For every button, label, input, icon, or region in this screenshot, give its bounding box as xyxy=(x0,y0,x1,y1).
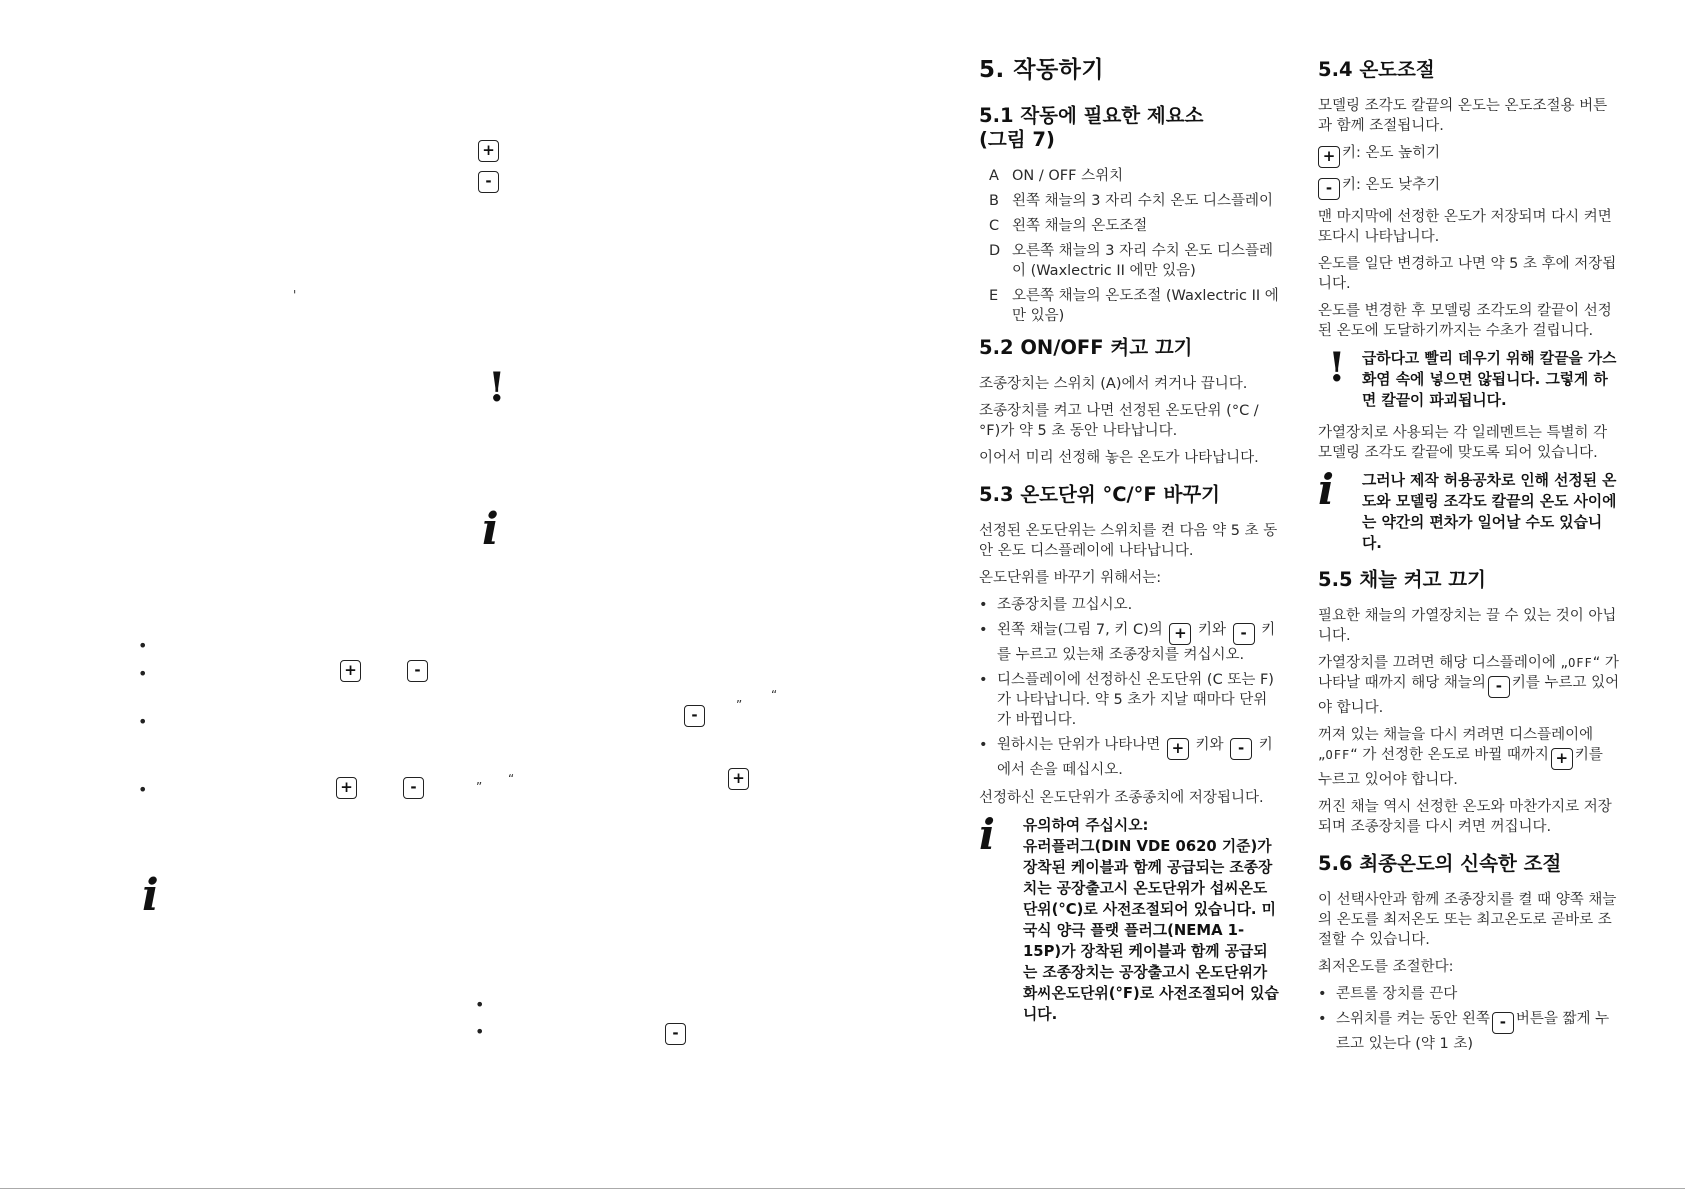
text-part: “ 가 선정한 온도로 바뀔 때까지 xyxy=(1350,747,1549,763)
paragraph: 가열장치로 사용되는 각 일레멘트는 특별히 각 모델링 조각도 칼끝에 맞도록 되어 있습니다. xyxy=(1318,425,1608,461)
bullet-list xyxy=(979,595,1279,780)
section-5-5-title: 5.5 채늘 켜고 끄기 xyxy=(1318,568,1486,591)
text-part: 키에서 손을 떼십시오. xyxy=(997,737,1273,778)
plus-key-icon: + xyxy=(336,777,357,799)
info-icon: i xyxy=(979,810,995,859)
section-5-4-title: 5.4 온도조절 xyxy=(1318,58,1435,81)
list-item xyxy=(979,216,1279,236)
paragraph: 최저온도를 조절한다: xyxy=(1318,959,1454,975)
warning-exclamation-icon: ! xyxy=(488,364,506,411)
item-text xyxy=(1336,1009,1620,1054)
info-icon: i xyxy=(1318,465,1334,514)
warning-exclamation-icon: ! xyxy=(1328,344,1346,391)
text-part: 가열장치를 끄려면 해당 디스플레이에 „ xyxy=(1318,655,1569,671)
bullet: • xyxy=(979,597,988,613)
off-display-text: OFF xyxy=(1325,748,1351,762)
note-text: 그러나 제작 허용공차로 인해 선정된 온도와 모델링 조각도 칼끝의 온도 사이에는 약간의 편차가 일어날 수도 있습니다. xyxy=(1362,472,1617,552)
item-text: 왼쪽 채늘의 온도조절 xyxy=(1012,218,1148,234)
item-letter: E xyxy=(989,288,999,304)
paragraph: 조종장치를 켜고 나면 선정된 온도단위 (°C / °F)가 약 5 초 동안 나타납니다. xyxy=(979,403,1259,439)
item-text: ON / OFF 스위치 xyxy=(1012,168,1124,184)
item-letter: A xyxy=(989,168,999,184)
item-letter: B xyxy=(989,193,999,209)
paragraph: 선정하신 온도단위가 조종종치에 저장됩니다. xyxy=(979,790,1264,806)
paragraph: 선정된 온도단위는 스위치를 켠 다음 약 5 초 동안 온도 디스플레이에 나타납니다. xyxy=(979,523,1278,559)
bullet: • xyxy=(138,636,148,655)
plus-key-icon: + xyxy=(1318,146,1340,168)
section-5-6-title: 5.6 최종온도의 신속한 조절 xyxy=(1318,852,1562,875)
tick-mark: ' xyxy=(293,288,297,302)
component-list xyxy=(979,166,1279,326)
paragraph: 조종장치는 스위치 (A)에서 켜거나 끕니다. xyxy=(979,376,1248,392)
list-item xyxy=(979,620,1279,665)
list-item xyxy=(1318,1009,1620,1054)
plus-key-icon: + xyxy=(728,768,749,790)
section-5-1-title: 5.1 작동에 필요한 제요소 (그림 7) xyxy=(979,104,1204,151)
right-page-column-2 xyxy=(1318,48,1620,1062)
plus-key-icon: + xyxy=(340,660,361,682)
minus-key-icon: - xyxy=(1492,1012,1514,1034)
list-item xyxy=(1318,984,1620,1004)
bullet: • xyxy=(475,1022,485,1041)
text-part: 스위치를 켜는 동안 왼쪽 xyxy=(1336,1011,1490,1027)
info-note xyxy=(1318,465,1620,554)
text-part: 키와 xyxy=(1197,622,1226,638)
item-letter: C xyxy=(989,218,1000,234)
minus-key-icon: - xyxy=(407,660,428,682)
list-item xyxy=(979,286,1279,326)
page-bottom-rule xyxy=(0,1188,1685,1189)
item-text: 왼쪽 채늘의 3 자리 수치 온도 디스플레이 xyxy=(1012,193,1273,209)
text-part: 키를 누르고 있어야 합니다. xyxy=(1318,747,1603,788)
text-part: 키를 누르고 있는채 조종장치를 켜십시오. xyxy=(997,622,1276,663)
chapter-title: 5. 작동하기 xyxy=(979,57,1105,83)
item-text: 디스플레이에 선정하신 온도단위 (C 또는 F)가 나타납니다. 약 5 초가 지날 때마다 단위가 바뀝니다. xyxy=(997,672,1274,728)
text-part: 왼쪽 채늘(그림 7, 키 C)의 xyxy=(997,622,1163,638)
paragraph: 온도단위를 바꾸기 위해서는: xyxy=(979,570,1162,586)
key-text: 키: 온도 높히기 xyxy=(1342,145,1441,161)
bullet: • xyxy=(979,737,988,753)
list-item xyxy=(979,241,1279,281)
quote-close-mark: ” xyxy=(476,780,483,794)
quote-open-mark: “ xyxy=(508,772,515,786)
paragraph: 모델링 조각도 칼끝의 온도는 온도조절용 버튼과 함께 조절됩니다. xyxy=(1318,98,1608,134)
text-part: 버튼을 짧게 누르고 있는다 (약 1 초) xyxy=(1336,1011,1610,1052)
bullet: • xyxy=(1318,986,1327,1002)
minus-key-icon: - xyxy=(403,777,424,799)
item-text: 조종장치를 끄십시오. xyxy=(997,597,1133,613)
paragraph: 필요한 채늘의 가열장치는 끌 수 있는 것이 아닙니다. xyxy=(1318,608,1617,644)
paragraph: 꺼진 채늘 역시 선정한 온도와 마찬가지로 저장되며 조종장치를 다시 켜면 꺼집니다. xyxy=(1318,799,1612,835)
text-part: 꺼져 있는 채늘을 다시 켜려면 디스플레이에 „ xyxy=(1318,727,1594,763)
paragraph: 맨 마지막에 선정한 온도가 저장되며 다시 켜면 또다시 나타납니다. xyxy=(1318,209,1612,245)
paragraph xyxy=(1318,653,1620,718)
note-text: 유의하여 주십시오: 유러플러그(DIN VDE 0620 기준)가 장착된 케이블과 함께 공급되는 조종장치는 공장출고시 온도단위가 섭씨온도단위(°C)로 사전조절되어 있습니다. 미국식 양극 플랫 플러그(NEMA 1-15P)가 장착된 케이블과 함께 공급되는 조종장치는 공장출고시 온도단위가 화씨온도단위(°F)로 사전조절되어 있습니다. xyxy=(1023,817,1279,1023)
key-line xyxy=(1318,143,1620,168)
plus-key-icon: + xyxy=(478,140,499,162)
minus-key-icon: - xyxy=(478,171,499,193)
text-part: 키와 xyxy=(1195,737,1224,753)
list-item xyxy=(979,191,1279,211)
minus-key-icon: - xyxy=(1318,178,1340,200)
list-item xyxy=(979,595,1279,615)
info-note xyxy=(979,810,1279,1025)
item-text: 오른쪽 채늘의 온도조절 (Waxlectric II 에만 있음) xyxy=(1012,288,1279,324)
quote-open-mark: “ xyxy=(771,688,778,702)
section-5-2-title: 5.2 ON/OFF 켜고 끄기 xyxy=(979,336,1193,359)
bullet: • xyxy=(138,664,148,683)
bullet: • xyxy=(1318,1011,1327,1027)
paragraph xyxy=(1318,725,1620,790)
paragraph: 온도를 변경한 후 모델링 조각도의 칼끝이 선정된 온도에 도달하기까지는 수초가 걸립니다. xyxy=(1318,303,1612,339)
list-item xyxy=(979,670,1279,730)
list-item xyxy=(979,735,1279,780)
info-icon: i xyxy=(482,504,499,555)
plus-key-icon: + xyxy=(1551,748,1573,770)
list-item xyxy=(979,166,1279,186)
minus-key-icon: - xyxy=(684,705,705,727)
warning-note xyxy=(1318,344,1620,411)
text-part: “ 가 나타날 때까지 해당 채늘의 xyxy=(1318,655,1619,691)
item-text xyxy=(997,735,1279,780)
plus-key-icon: + xyxy=(1167,738,1189,760)
item-text: 오른쪽 채늘의 3 자리 수치 온도 디스플레이 (Waxlectric II 에만 있음) xyxy=(1012,243,1273,279)
right-page-column-1 xyxy=(979,48,1279,1037)
quote-close-mark: ” xyxy=(736,698,743,712)
item-text xyxy=(997,620,1279,665)
section-5-3-title: 5.3 온도단위 °C/°F 바꾸기 xyxy=(979,483,1221,506)
item-letter: D xyxy=(989,243,1001,259)
minus-key-icon: - xyxy=(1488,676,1510,698)
bullet: • xyxy=(475,995,485,1014)
paragraph: 이 선택사안과 함께 조종장치를 켤 때 양쪽 채늘의 온도를 최저온도 또는 최고온도로 곧바로 조절할 수 있습니다. xyxy=(1318,892,1617,948)
paragraph: 온도를 일단 변경하고 나면 약 5 초 후에 저장됩니다. xyxy=(1318,256,1617,292)
bullet: • xyxy=(979,672,988,688)
bullet: • xyxy=(138,712,148,731)
key-line xyxy=(1318,175,1620,200)
item-text: 콘트롤 장치를 끈다 xyxy=(1336,986,1458,1002)
off-display-text: OFF xyxy=(1568,656,1593,670)
bullet: • xyxy=(979,622,988,638)
text-part: 원하시는 단위가 나타나면 xyxy=(997,737,1161,753)
bullet-list xyxy=(1318,984,1620,1054)
key-text: 키: 온도 낮추기 xyxy=(1342,177,1441,193)
bullet: • xyxy=(138,780,148,799)
minus-key-icon: - xyxy=(1233,623,1255,645)
minus-key-icon: - xyxy=(1230,738,1252,760)
plus-key-icon: + xyxy=(1169,623,1191,645)
minus-key-icon: - xyxy=(665,1023,686,1045)
warning-text: 급하다고 빨리 데우기 위해 칼끝을 가스 화염 속에 넣으면 않됩니다. 그렇게 하면 칼끝이 파괴됩니다. xyxy=(1362,350,1617,409)
text-part: 키를 누르고 있어야 합니다. xyxy=(1318,675,1620,716)
info-icon: i xyxy=(142,870,159,921)
paragraph: 이어서 미리 선정해 놓은 온도가 나타납니다. xyxy=(979,450,1259,466)
